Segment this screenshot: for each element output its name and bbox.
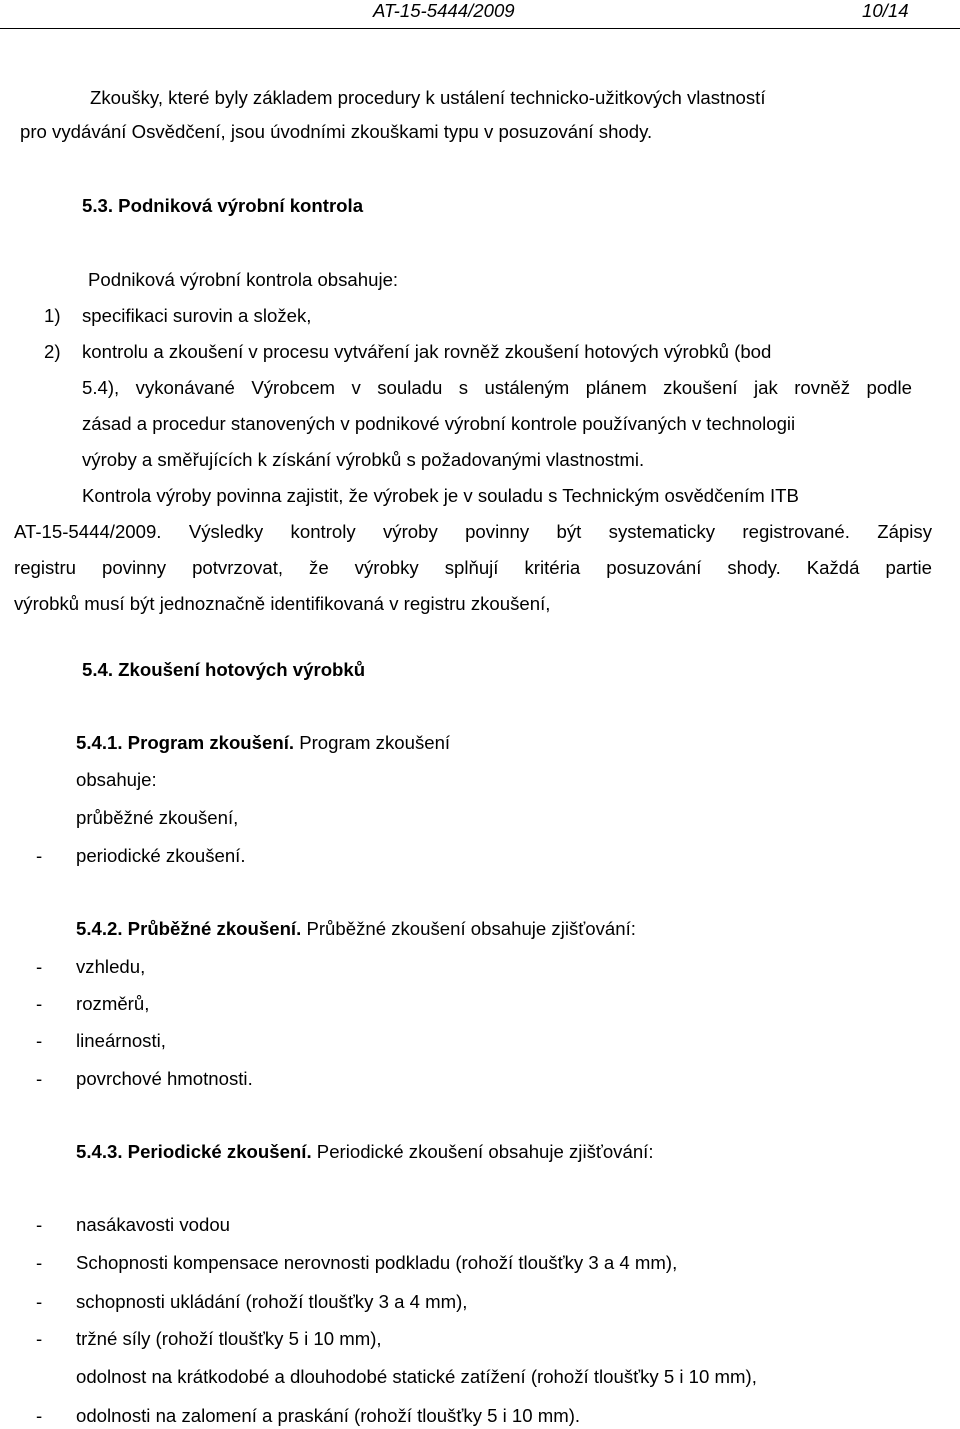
section-5-4-title: 5.4. Zkoušení hotových výrobků bbox=[82, 659, 366, 680]
subsection-5-4-1-continuation: obsahuje: bbox=[76, 769, 157, 790]
subsection-5-4-3-text: Periodické zkoušení obsahuje zjišťování: bbox=[311, 1141, 654, 1162]
paragraph-line-4: výrobků musí být jednoznačně identifikovaná v registru zkoušení, bbox=[14, 593, 551, 614]
subsection-5-4-2-text: Průběžné zkoušení obsahuje zjišťování: bbox=[301, 918, 636, 939]
intro-line-1: Zkoušky, které byly základem procedury k ustálení technicko-užitkových vlastností bbox=[90, 87, 766, 108]
s3-item-4-dash: - bbox=[36, 1328, 43, 1349]
s2-item-2: rozměrů, bbox=[76, 993, 150, 1014]
subsection-5-4-3-heading bbox=[76, 1140, 654, 1164]
header-page-number: 10/14 bbox=[862, 0, 909, 21]
program-item-1: průběžné zkoušení, bbox=[76, 807, 239, 828]
intro-line-2: pro vydávání Osvědčení, jsou úvodními zkouškami typu v posuzování shody. bbox=[20, 121, 653, 142]
s2-item-4: povrchové hmotnosti. bbox=[76, 1068, 253, 1089]
list-item-2-line-4: výroby a směřujících k získání výrobků s požadovanými vlastnostmi. bbox=[82, 449, 645, 470]
subsection-5-4-1-heading bbox=[76, 731, 450, 755]
list-item-2-line-3: zásad a procedur stanovených v podnikové výrobní kontrole používaných v technologii bbox=[82, 413, 796, 434]
subsection-5-4-3-title: 5.4.3. Periodické zkoušení. bbox=[76, 1141, 312, 1162]
s2-item-1-dash: - bbox=[36, 956, 43, 977]
section-5-3-intro: Podniková výrobní kontrola obsahuje: bbox=[88, 269, 399, 290]
header-doc-id: AT-15-5444/2009 bbox=[373, 0, 515, 21]
subsection-5-4-1-title: 5.4.1. Program zkoušení. bbox=[76, 732, 295, 753]
subsection-5-4-2-heading bbox=[76, 917, 636, 941]
s2-item-3-dash: - bbox=[36, 1030, 43, 1051]
s3-item-1-dash: - bbox=[36, 1214, 43, 1235]
s3-item-1: nasákavosti vodou bbox=[76, 1214, 231, 1235]
list-item-1-text: specifikaci surovin a složek, bbox=[82, 305, 312, 326]
s3-item-6: odolnosti na zalomení a praskání (rohoží tloušťky 5 i 10 mm). bbox=[76, 1405, 581, 1426]
s3-item-3-dash: - bbox=[36, 1291, 43, 1312]
header-divider bbox=[0, 28, 960, 29]
subsection-5-4-2-title: 5.4.2. Průběžné zkoušení. bbox=[76, 918, 302, 939]
s3-item-4: tržné síly (rohoží tloušťky 5 i 10 mm), bbox=[76, 1328, 382, 1349]
s2-item-1: vzhledu, bbox=[76, 956, 146, 977]
paragraph-line-1: Kontrola výroby povinna zajistit, že výrobek je v souladu s Technickým osvědčením ITB bbox=[82, 485, 799, 506]
program-item-2-dash: - bbox=[36, 845, 43, 866]
paragraph-line-2: AT-15-5444/2009. Výsledky kontroly výroby povinny být systematicky registrované. Zápisy bbox=[14, 521, 932, 542]
s2-item-4-dash: - bbox=[36, 1068, 43, 1089]
s3-item-2-dash: - bbox=[36, 1252, 43, 1273]
list-item-2-line-2: 5.4), vykonávané Výrobcem v souladu s ustáleným plánem zkoušení jak rovněž podle bbox=[82, 377, 912, 398]
list-item-2-number: 2) bbox=[44, 341, 61, 362]
list-item-2-line-1: kontrolu a zkoušení v procesu vytváření jak rovněž zkoušení hotových výrobků (bod bbox=[82, 341, 772, 362]
s2-item-3: lineárnosti, bbox=[76, 1030, 166, 1051]
s3-item-6-dash: - bbox=[36, 1405, 43, 1426]
subsection-5-4-1-text: Program zkoušení bbox=[294, 732, 451, 753]
section-5-3-title: 5.3. Podniková výrobní kontrola bbox=[82, 195, 364, 216]
paragraph-line-3: registru povinny potvrzovat, že výrobky splňují kritéria posuzování shody. Každá partie bbox=[14, 557, 932, 578]
s2-item-2-dash: - bbox=[36, 993, 43, 1014]
list-item-1-number: 1) bbox=[44, 305, 61, 326]
s3-item-3: schopnosti ukládání (rohoží tloušťky 3 a 4 mm), bbox=[76, 1291, 468, 1312]
program-item-2: periodické zkoušení. bbox=[76, 845, 246, 866]
s3-item-5: odolnost na krátkodobé a dlouhodobé statické zatížení (rohoží tloušťky 5 i 10 mm), bbox=[76, 1366, 757, 1387]
s3-item-2: Schopnosti kompensace nerovnosti podkladu (rohoží tloušťky 3 a 4 mm), bbox=[76, 1252, 678, 1273]
